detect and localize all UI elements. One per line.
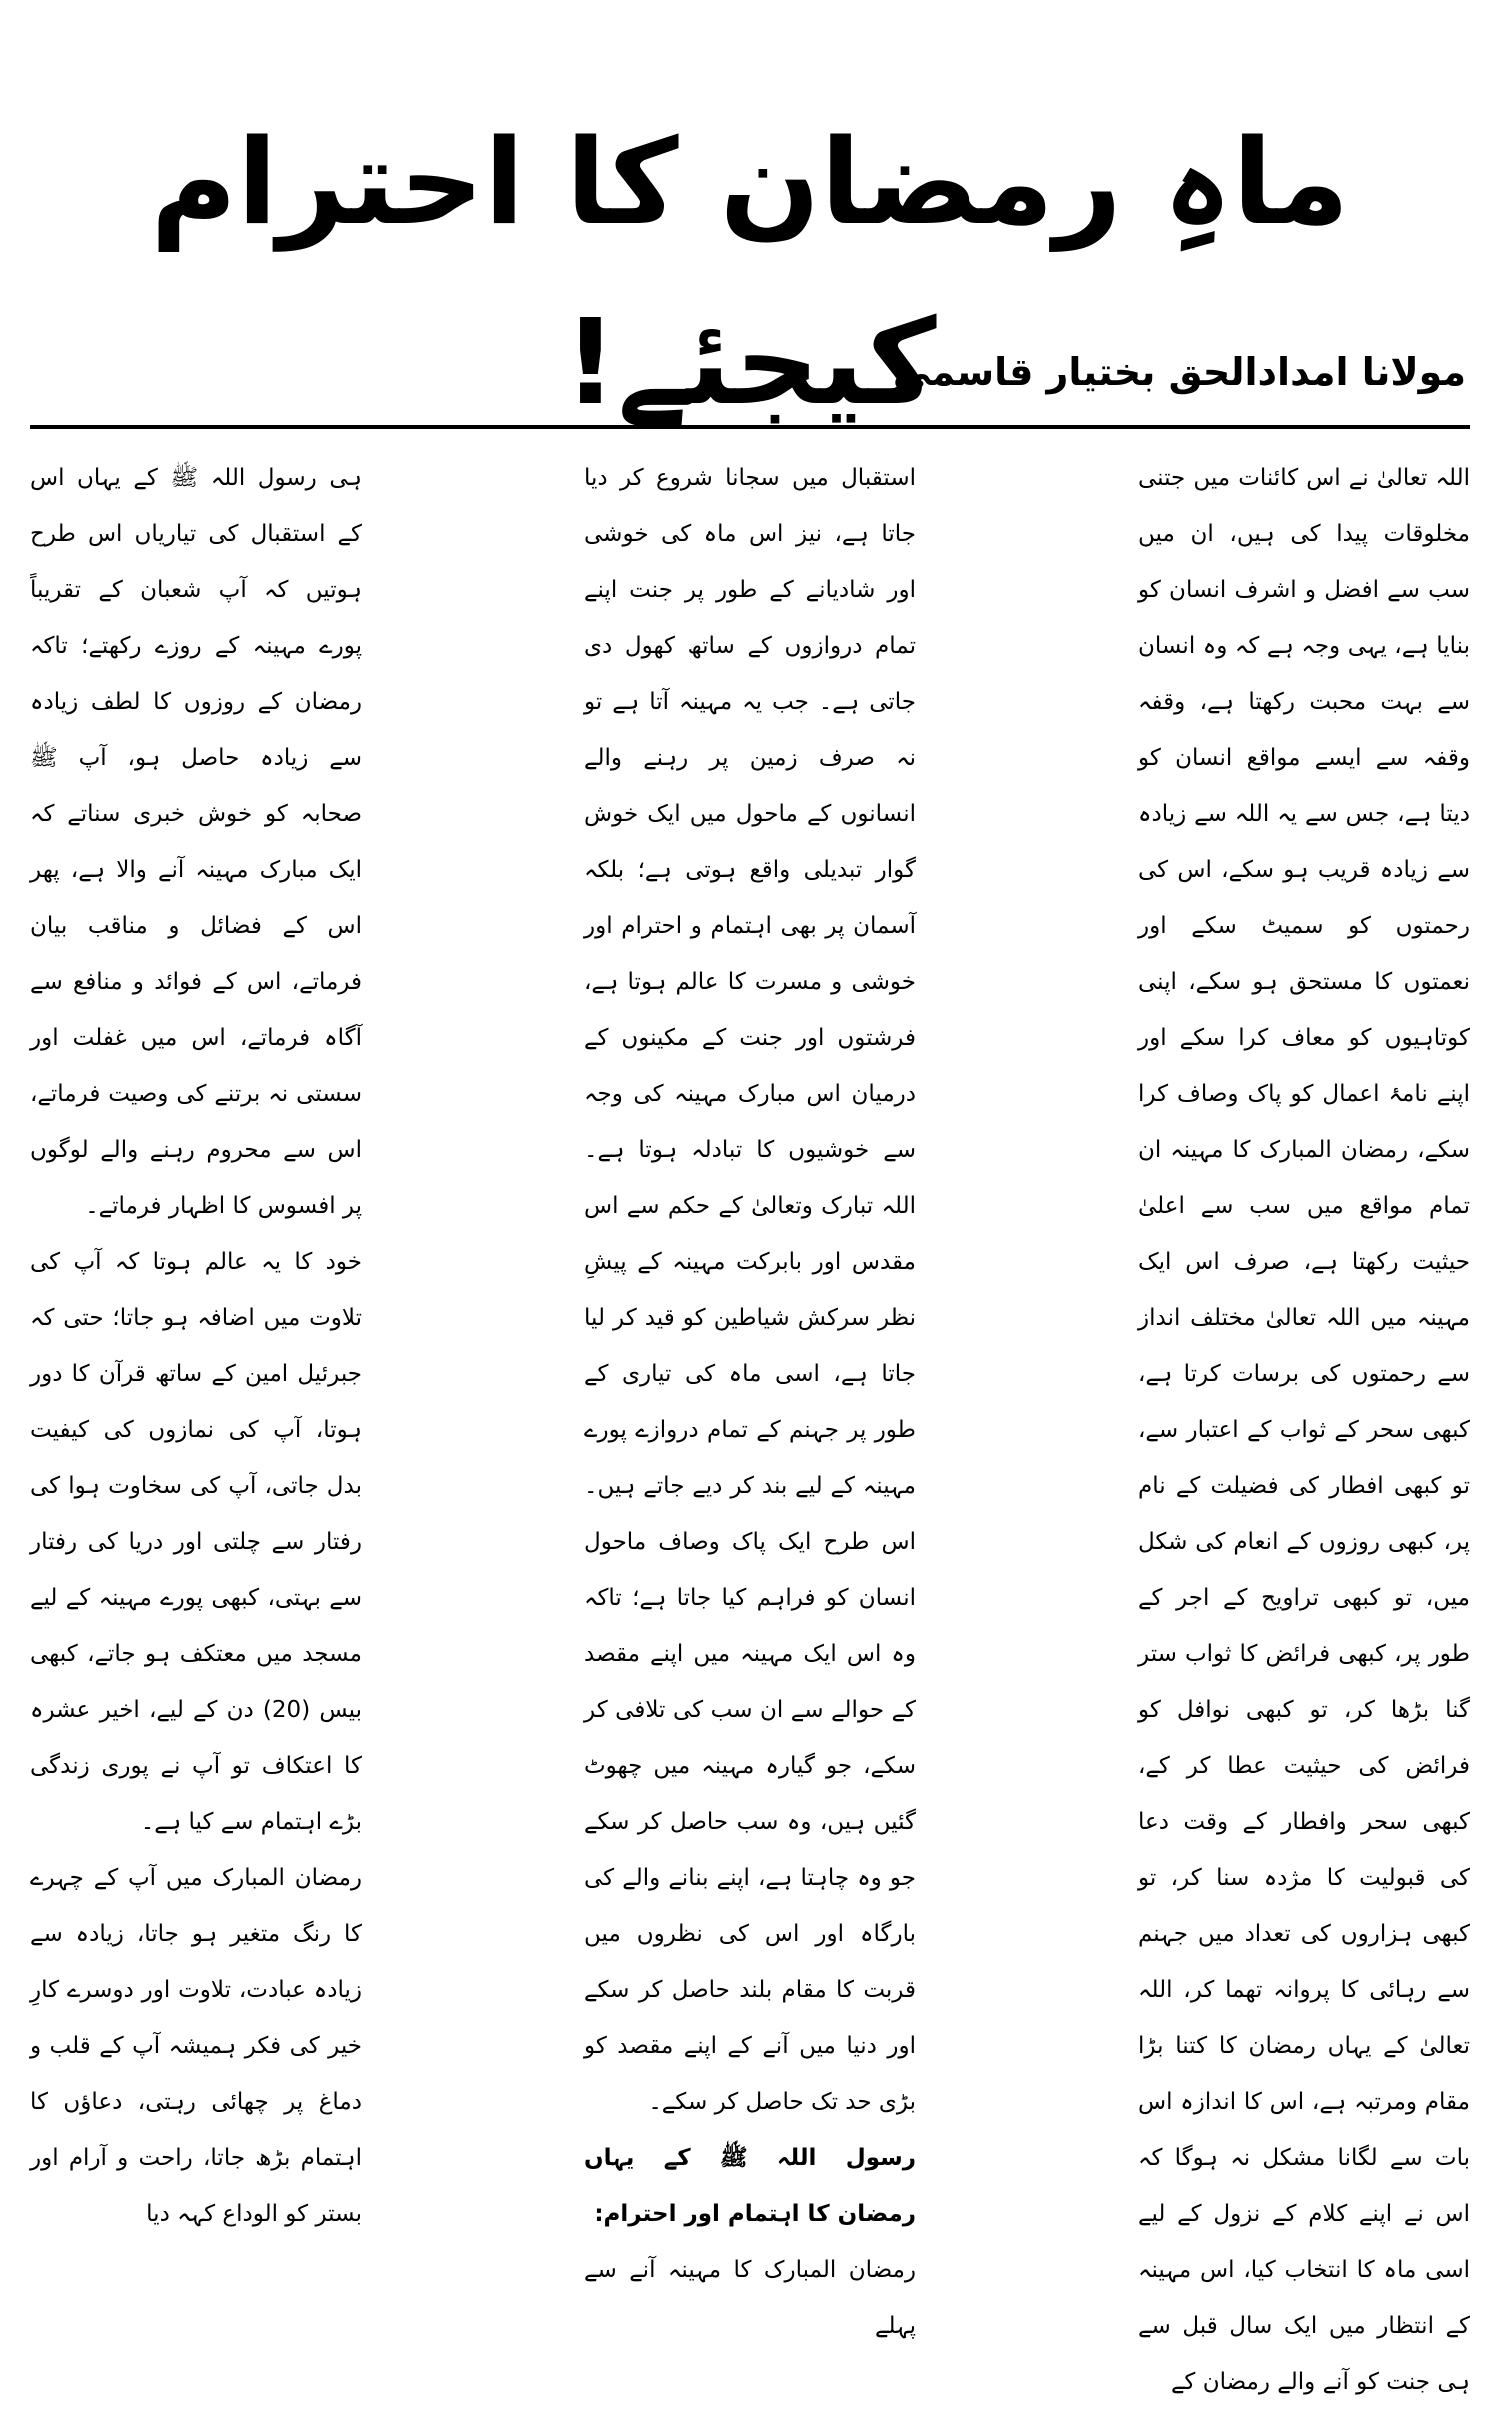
column-1 xyxy=(1138,450,1470,2395)
article-columns xyxy=(30,450,1470,2395)
author-byline: مولانا امدادالحق بختیار قاسمی xyxy=(892,350,1466,394)
paragraph: رمضان المبارک کا مہینہ آنے سے پہلے xyxy=(584,2257,916,2339)
paragraph: خود کا یہ عالم ہوتا کہ آپ کی تلاوت میں اضافہ ہو جاتا؛ حتی کہ جبرئیل امین کے ساتھ قرآن کا دور ہوتا، آپ کی نمازوں کی کیفیت بدل جاتی، آپ کی سخاوت ہوا کی رفتار سے چلتی اور دریا کی رفتار سے بہتی، کبھی پورے مہینہ کے لیے مسجد میں معتکف ہو جاتے، کبھی بیس (20) دن کے لیے، اخیر عشرہ کا اعتکاف تو آپ نے پوری زندگی بڑے اہتمام سے کیا ہے۔ xyxy=(30,1249,362,1835)
article-title: ماہِ رمضان کا احترام کیجئے! xyxy=(150,113,1350,431)
paragraph: اللہ تعالیٰ نے اس کائنات میں جتنی مخلوقات پیدا کی ہیں، ان میں سب سے افضل و اشرف انسان کو بنایا ہے، یہی وجہ ہے کہ وہ انسان سے بہت محبت رکھتا ہے، وقفہ وقفہ سے ایسے مواقع انسان کو دیتا ہے، جس سے یہ اللہ سے زیادہ سے زیادہ قریب ہو سکے، اس کی رحمتوں کو سمیٹ سکے اور نعمتوں کا مستحق ہو سکے، اپنی کوتاہیوں کو معاف کرا سکے اور اپنے نامۂ اعمال کو پاک وصاف کرا سکے، رمضان المبارک کا مہینہ ان تمام مواقع میں سب سے اعلیٰ حیثیت رکھتا ہے، صرف اس ایک مہینہ میں اللہ تعالیٰ مختلف انداز سے رحمتوں کی برسات کرتا ہے، کبھی سحر کے ثواب کے اعتبار سے، تو کبھی افطار کی فضیلت کے نام پر، کبھی روزوں کے انعام کی شکل میں، تو کبھی تراویح کے اجر کے طور پر، کبھی فرائض کا ثواب ستر گنا بڑھا کر، تو کبھی نوافل کو فرائض کی حیثیت عطا کر کے، کبھی سحر وافطار کے وقت دعا کی قبولیت کا مژدہ سنا کر، تو کبھی ہزاروں کی تعداد میں جہنم سے رہائی کا پروانہ تھما کر، اللہ تعالیٰ کے یہاں رمضان کا کتنا بڑا مقام ومرتبہ ہے، اس کا اندازہ اس بات سے لگانا مشکل نہ ہوگا کہ اس نے اپنے کلام کے نزول کے لیے اسی ماہ کا انتخاب کیا، اس مہینہ کے انتظار میں ایک سال قبل سے ہی جنت کو آنے والے رمضان کے xyxy=(1138,465,1470,2395)
header-divider xyxy=(30,425,1470,429)
paragraph: استقبال میں سجانا شروع کر دیا جاتا ہے، نیز اس ماہ کی خوشی اور شادیانے کے طور پر جنت اپنے تمام دروازوں کے ساتھ کھول دی جاتی ہے۔ جب یہ مہینہ آتا ہے تو نہ صرف زمین پر رہنے والے انسانوں کے ماحول میں ایک خوش گوار تبدیلی واقع ہوتی ہے؛ بلکہ آسمان پر بھی اہتمام و احترام اور خوشی و مسرت کا عالم ہوتا ہے، فرشتوں اور جنت کے مکینوں کے درمیان اس مبارک مہینہ کی وجہ سے خوشیوں کا تبادلہ ہوتا ہے۔ اللہ تبارک وتعالیٰ کے حکم سے اس مقدس اور بابرکت مہینہ کے پیشِ نظر سرکش شیاطین کو قید کر لیا جاتا ہے، اسی ماہ کی تیاری کے طور پر جہنم کے تمام دروازے پورے مہینہ کے لیے بند کر دیے جاتے ہیں۔ اس طرح ایک پاک وصاف ماحول انسان کو فراہم کیا جاتا ہے؛ تاکہ وہ اس ایک مہینہ میں اپنے مقصد کے حوالے سے ان سب کی تلافی کر سکے، جو گیارہ مہینہ میں چھوٹ گئیں ہیں، وہ سب حاصل کر سکے جو وہ چاہتا ہے، اپنے بنانے والے کی بارگاہ اور اس کی نظروں میں قربت کا مقام بلند حاصل کر سکے اور دنیا میں آنے کے اپنے مقصد کو بڑی حد تک حاصل کر سکے۔ xyxy=(584,465,916,2115)
paragraph: ہی رسول اللہ ﷺ کے یہاں اس کے استقبال کی تیاریاں اس طرح ہوتیں کہ آپ شعبان کے تقریباً پورے مہینہ کے روزے رکھتے؛ تاکہ رمضان کے روزوں کا لطف زیادہ سے زیادہ حاصل ہو، آپ ﷺ صحابہ کو خوش خبری سناتے کہ ایک مبارک مہینہ آنے والا ہے، پھر اس کے فضائل و مناقب بیان فرماتے، اس کے فوائد و منافع سے آگاہ فرماتے، اس میں غفلت اور سستی نہ برتنے کی وصیت فرماتے، اس سے محروم رہنے والے لوگوں پر افسوس کا اظہار فرماتے۔ xyxy=(30,465,362,1219)
column-3 xyxy=(30,450,362,2227)
section-heading: رسول اللہ ﷺ کے یہاں رمضان کا اہتمام اور احترام: xyxy=(584,2145,916,2227)
column-2 xyxy=(584,450,916,2339)
paragraph: رمضان المبارک میں آپ کے چہرے کا رنگ متغیر ہو جاتا، زیادہ سے زیادہ عبادت، تلاوت اور دوسرے کارِ خیر کی فکر ہمیشہ آپ کے قلب و دماغ پر چھائی رہتی، دعاؤں کا اہتمام بڑھ جاتا، راحت و آرام اور بستر کو الوداع کہہ دیا xyxy=(30,1865,362,2227)
